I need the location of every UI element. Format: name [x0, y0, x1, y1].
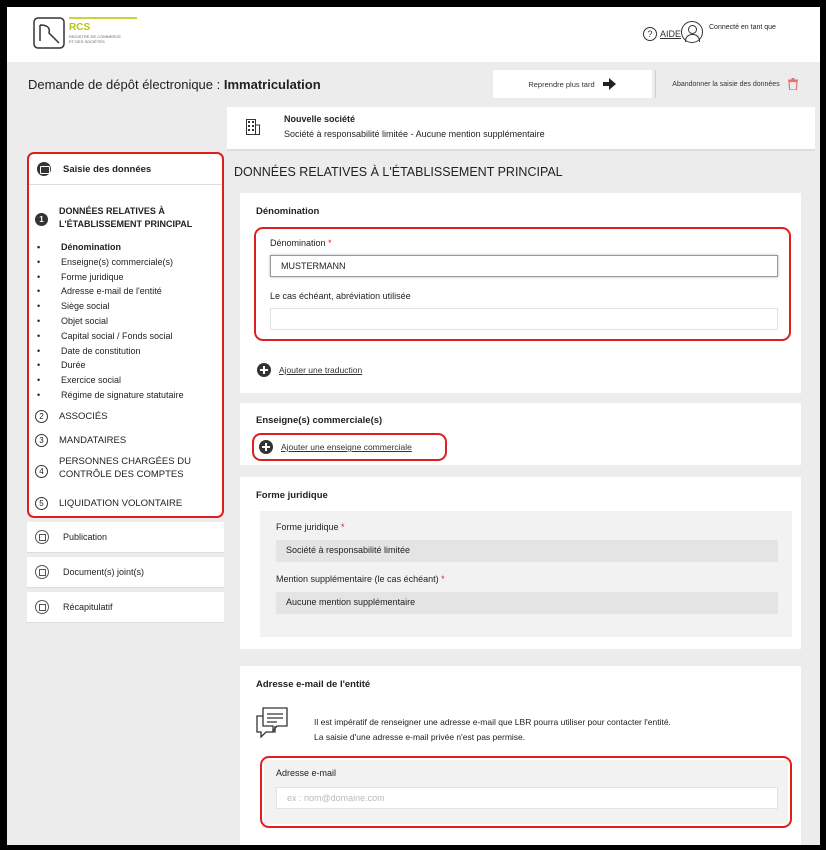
app-window [7, 7, 820, 845]
sidebar-item-label: Capital social / Fonds social [61, 330, 173, 341]
section-title: Dénomination [256, 206, 320, 217]
step-number: 2 [35, 410, 48, 423]
enseigne-section [240, 403, 801, 465]
help-label: AIDE [660, 29, 682, 39]
company-description: Société à responsabilité limitée - Aucune mention supplémentaire [284, 129, 545, 139]
email-label: Adresse e-mail [276, 768, 337, 778]
user-menu[interactable] [681, 21, 776, 43]
logo-subtitle: REGISTRE DE COMMERCE ET DES SOCIÉTÉS [69, 34, 122, 44]
abandon-label: Abandonner la saisie des données [672, 80, 780, 88]
section-title: Enseigne(s) commerciale(s) [256, 415, 383, 426]
sidebar-item-date-constitution[interactable]: • Date de constitution [37, 344, 184, 359]
forme-juridique-label [276, 522, 345, 532]
step-label: MANDATAIRES [59, 435, 127, 446]
step-number: 4 [35, 465, 48, 478]
field-label-text: Forme juridique [276, 522, 339, 532]
sidebar-card-label: Publication [63, 532, 108, 542]
sidebar-item-exercice[interactable]: • Exercice social [37, 373, 184, 388]
sidebar-item-objet-social[interactable]: • Objet social [37, 314, 184, 329]
required-mark: * [341, 522, 345, 532]
page-title [28, 77, 321, 92]
sidebar-header-label: Saisie des données [63, 164, 152, 175]
sidebar-card-label: Récapitulatif [63, 602, 113, 612]
rcs-logo-icon [33, 17, 65, 49]
company-name: Nouvelle société [284, 114, 356, 124]
required-mark: * [441, 574, 445, 584]
page-title-bold: Immatriculation [223, 77, 321, 92]
abandon-button[interactable] [655, 70, 814, 98]
add-enseigne-label: Ajouter une enseigne commerciale [281, 442, 412, 452]
step-1-sub-list [37, 240, 184, 403]
step-label: PERSONNES CHARGÉES DU CONTRÔLE DES COMPTES [59, 456, 191, 480]
plus-icon [257, 363, 271, 377]
top-bar [7, 7, 820, 62]
user-icon [681, 21, 703, 43]
sidebar-item-label: Siège social [61, 301, 110, 312]
sidebar-item-label: Dénomination [61, 242, 121, 252]
sidebar-step-liquidation[interactable] [35, 497, 183, 510]
email-section [240, 666, 801, 845]
help-link[interactable] [643, 27, 681, 41]
section-title: Adresse e-mail de l'entité [256, 679, 371, 690]
mention-field: Aucune mention supplémentaire [276, 592, 778, 614]
sidebar-header [29, 154, 222, 185]
add-translation-link[interactable] [257, 363, 362, 377]
sidebar-item-capital[interactable]: • Capital social / Fonds social [37, 329, 184, 344]
company-summary-card [227, 107, 815, 151]
sidebar-item-siege-social[interactable]: • Siège social [37, 299, 184, 314]
sidebar-item-enseigne[interactable]: • Enseigne(s) commerciale(s) [37, 255, 184, 270]
main-section-title: DONNÉES RELATIVES À L'ÉTABLISSEMENT PRINCIPAL [234, 165, 563, 179]
data-entry-nav [27, 152, 224, 518]
step-label: ASSOCIÉS [59, 411, 108, 422]
forme-juridique-section [240, 477, 801, 649]
step-number: 3 [35, 434, 48, 447]
sidebar-card-documents[interactable] [27, 557, 224, 588]
logo-accent-line [69, 17, 137, 19]
sidebar-item-regime-signature[interactable]: • Régime de signature statutaire [37, 388, 184, 403]
sidebar-item-label: Durée [61, 360, 86, 371]
sidebar-step-controle-comptes[interactable] [35, 456, 191, 480]
exit-arrow-icon [603, 78, 617, 90]
sidebar-item-email[interactable]: • Adresse e-mail de l'entité [37, 284, 184, 299]
step-1-number: 1 [35, 213, 48, 226]
clipboard-icon [35, 600, 49, 614]
logo-title: RCS [69, 22, 91, 33]
sidebar-card-publication[interactable] [27, 522, 224, 553]
step-number: 5 [35, 497, 48, 510]
form-icon [37, 162, 51, 176]
step-1-label[interactable]: DONNÉES RELATIVES À L'ÉTABLISSEMENT PRINCIPAL [59, 206, 193, 229]
sidebar-card-label: Document(s) joint(s) [63, 567, 145, 577]
resume-later-label: Reprendre plus tard [528, 79, 595, 89]
required-mark: * [328, 238, 332, 248]
field-label-text: Mention supplémentaire (le cas échéant) [276, 574, 439, 584]
chat-icon [255, 706, 289, 738]
sidebar-item-label: Régime de signature statutaire [61, 389, 184, 400]
email-info-line-1: Il est impératif de renseigner une adresse e-mail que LBR pourra utiliser pour contacter l'entité. [314, 717, 671, 727]
sidebar-item-label: Date de constitution [61, 345, 141, 356]
trash-icon [788, 78, 798, 90]
sidebar-item-label: Adresse e-mail de l'entité [61, 286, 162, 297]
help-icon: ? [643, 27, 657, 41]
sidebar-step-associes[interactable] [35, 410, 108, 423]
plus-icon [259, 440, 273, 454]
sidebar-item-duree[interactable]: • Durée [37, 358, 184, 373]
section-title: Forme juridique [256, 490, 328, 501]
email-input[interactable]: ex : nom@domaine.com [276, 787, 778, 809]
abbreviation-label: Le cas échéant, abréviation utilisée [270, 291, 411, 301]
denomination-label [270, 238, 332, 248]
add-enseigne-link[interactable] [259, 440, 412, 454]
sidebar-item-denomination[interactable]: • Dénomination [37, 240, 184, 255]
title-bar [7, 62, 820, 102]
denomination-input[interactable]: MUSTERMANN [270, 255, 778, 277]
sidebar-item-label: Exercice social [61, 375, 122, 386]
publication-icon [35, 530, 49, 544]
mention-label [276, 574, 445, 584]
sidebar-item-label: Objet social [61, 315, 109, 326]
sidebar-card-recapitulatif[interactable] [27, 592, 224, 623]
building-icon [246, 119, 260, 135]
cloud-upload-icon [35, 565, 49, 579]
resume-later-button[interactable] [493, 70, 652, 98]
sidebar-item-forme-juridique[interactable]: • Forme juridique [37, 270, 184, 285]
forme-juridique-field: Société à responsabilité limitée [276, 540, 778, 562]
sidebar-item-label: Forme juridique [61, 271, 124, 282]
user-label: Connecté en tant que [709, 24, 776, 31]
sidebar-step-mandataires[interactable] [35, 434, 127, 447]
page-title-prefix: Demande de dépôt électronique : [28, 77, 224, 92]
step-label: LIQUIDATION VOLONTAIRE [59, 498, 183, 509]
field-label-text: Dénomination [270, 238, 326, 248]
email-info-line-2: La saisie d'une adresse e-mail privée n'est pas permise. [314, 732, 526, 742]
add-translation-label: Ajouter une traduction [279, 365, 363, 375]
denomination-section [240, 193, 801, 393]
sidebar-item-label: Enseigne(s) commerciale(s) [61, 256, 174, 267]
abbreviation-input[interactable] [270, 308, 778, 330]
